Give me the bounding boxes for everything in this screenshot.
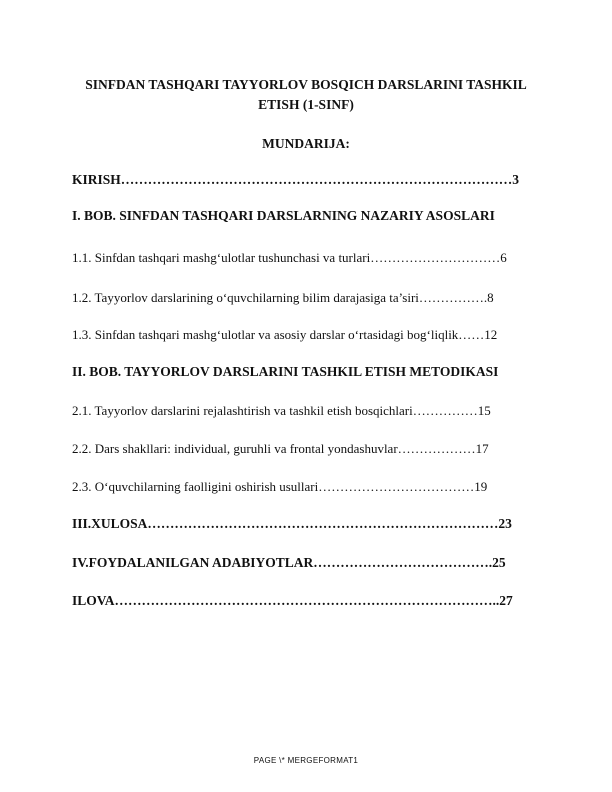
document-title-line-2: ETISH (1-SINF) [258,97,354,112]
toc-entry-2-2: 2.2. Dars shakllari: individual, guruhli va frontal yondashuvlar………………17 [72,441,489,456]
document-title-line-1: SINFDAN TASHQARI TAYYORLOV BOSQICH DARSLARINI TASHKIL [85,77,527,92]
toc-entry-references: IV.FOYDALANILGAN ADABIYOTLAR………………………………….25 [72,555,506,570]
toc-entry-1-3: 1.3. Sinfdan tashqari mashg‘ulotlar va asosiy darslar o‘rtasidagi bog‘liqlik……12 [72,327,498,342]
toc-entry-appendix: ILOVA…………………………………………………………………………..27 [72,593,513,608]
table-of-contents-heading: MUNDARIJA: [262,136,350,151]
toc-entry-2-1: 2.1. Tayyorlov darslarini rejalashtirish va tashkil etish bosqichlari……………15 [72,403,491,418]
toc-entry-chapter-2: II. BOB. TAYYORLOV DARSLARINI TASHKIL ETISH METODIKASI [72,364,499,379]
toc-entry-1-2: 1.2. Tayyorlov darslarining o‘quvchilarning bilim darajasiga ta’siri…………….8 [72,290,494,305]
toc-entry-1-1: 1.1. Sinfdan tashqari mashg‘ulotlar tushunchasi va turlari…………………………6 [72,250,507,265]
page-number-field: PAGE \* MERGEFORMAT1 [253,756,359,765]
toc-entry-introduction: KIRISH……………………………………………………………………………3 [72,172,520,187]
toc-entry-chapter-1: I. BOB. SINFDAN TASHQARI DARSLARNING NAZARIY ASOSLARI [72,208,495,223]
toc-entry-conclusion: III.XULOSA……………………………………………………………………23 [72,516,512,531]
toc-entry-2-3: 2.3. O‘quvchilarning faolligini oshirish usullari………………………………19 [72,479,488,494]
